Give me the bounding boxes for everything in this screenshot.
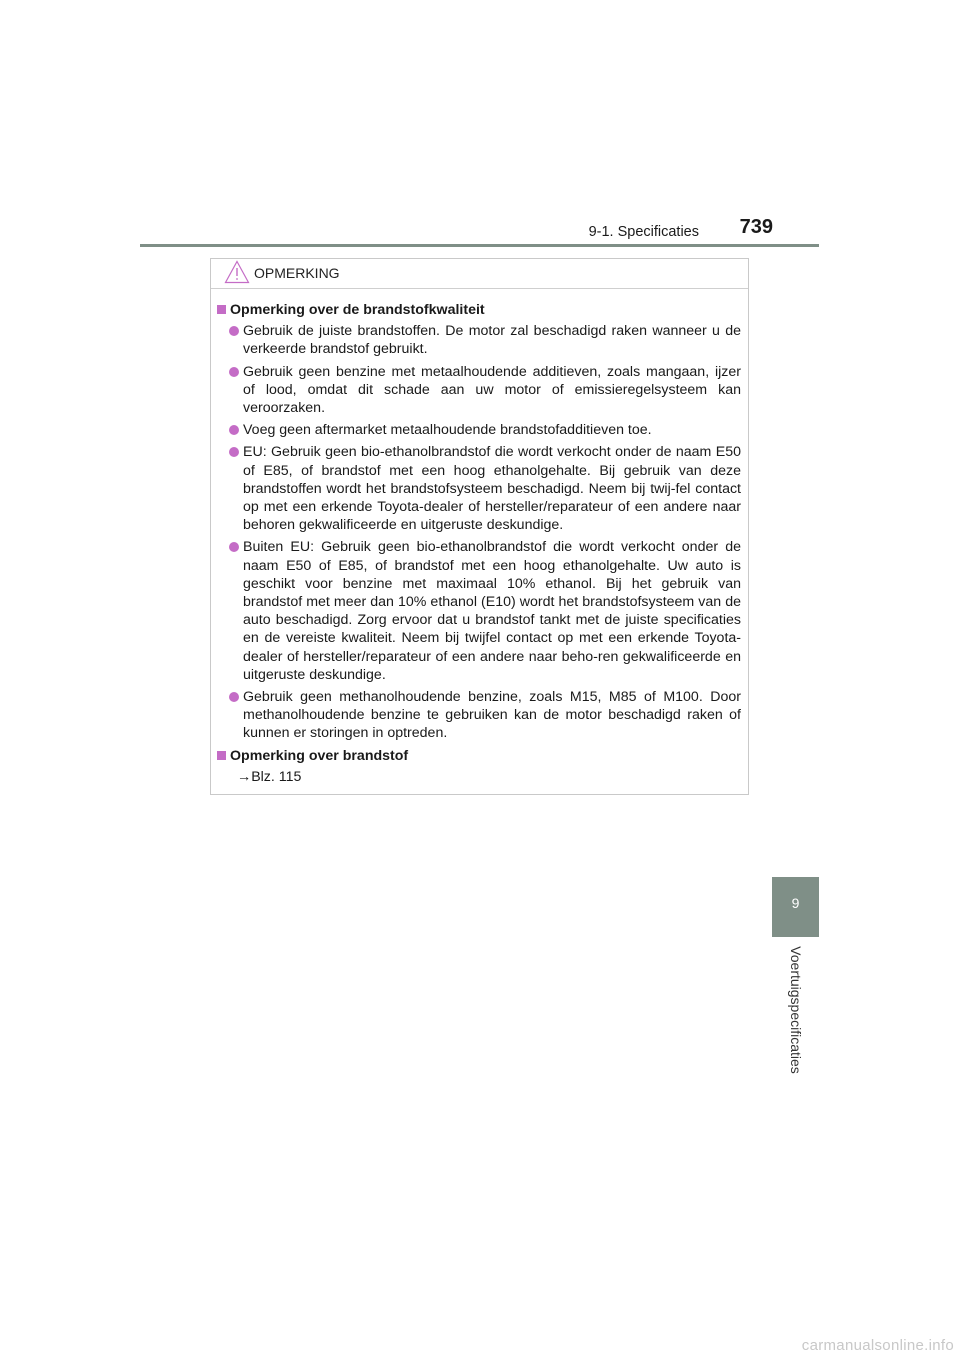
list-item bbox=[217, 538, 741, 684]
list-item-text: EU: Gebruik geen bio-ethanolbrandstof die wordt verkocht onder de naam E50 of E85, of brandstof met een hoog ethanolgehalte. Bij gebruik van deze brandstoffen wordt het brandstofsysteem beschadigd. Neem bij twij-fel contact op met een erkende Toyota-dealer of hersteller/reparateur of een andere naar behoren gekwalificeerde en uitgeruste deskundige. bbox=[243, 444, 741, 534]
warning-triangle-icon bbox=[224, 260, 250, 284]
chapter-label: Voertuigspecificaties bbox=[788, 946, 804, 1074]
note-title: OPMERKING bbox=[254, 265, 340, 281]
list-item bbox=[217, 443, 741, 534]
list-item bbox=[217, 322, 741, 358]
note-header bbox=[211, 259, 748, 289]
bullet-dot-icon bbox=[229, 692, 239, 702]
square-bullet-icon bbox=[217, 305, 226, 314]
section-heading-text: Opmerking over de brandstofkwaliteit bbox=[230, 302, 485, 318]
section-heading-fuel bbox=[217, 747, 741, 765]
watermark: carmanualsonline.info bbox=[801, 1337, 954, 1354]
note-box bbox=[210, 258, 749, 795]
bullet-dot-icon bbox=[229, 367, 239, 377]
list-item bbox=[217, 363, 741, 418]
header-rule bbox=[140, 244, 819, 247]
page-number: 739 bbox=[739, 216, 773, 238]
bullet-dot-icon bbox=[229, 425, 239, 435]
chapter-number: 9 bbox=[791, 895, 800, 911]
list-item-text: Gebruik de juiste brandstoffen. De motor zal beschadigd raken wanneer u de verkeerde brandstof gebruikt. bbox=[243, 323, 741, 358]
page-header bbox=[140, 210, 819, 246]
section-heading-fuel-quality bbox=[217, 301, 741, 319]
list-item-text: Gebruik geen benzine met metaalhoudende additieven, zoals mangaan, ijzer of lood, omdat dit schade aan uw motor of emissieregelsysteem kan veroorzaken. bbox=[243, 363, 741, 417]
section-title: 9-1. Specificaties bbox=[588, 224, 699, 240]
square-bullet-icon bbox=[217, 751, 226, 760]
list-item bbox=[217, 421, 741, 439]
bullet-dot-icon bbox=[229, 447, 239, 457]
list-item-text: Gebruik geen methanolhoudende benzine, zoals M15, M85 of M100. Door methanolhoudende benzine te gebruiken kan de motor beschadigd raken of kunnen er storingen in optreden. bbox=[243, 689, 741, 742]
section-heading-text: Opmerking over brandstof bbox=[230, 747, 409, 764]
page-reference-link[interactable]: →Blz. 115 bbox=[237, 768, 302, 785]
list-item-text: Voeg geen aftermarket metaalhoudende brandstofadditieven toe. bbox=[243, 422, 652, 439]
list-item bbox=[217, 688, 741, 743]
chapter-tab bbox=[772, 877, 819, 937]
list-item-text: Buiten EU: Gebruik geen bio-ethanolbrandstof die wordt verkocht onder de naam E50 of E85, of brandstof met een hoog ethanolgehalte. Uw auto is geschikt voor benzine met maximaal 10% ethanol. Bij het gebruik van brandstof met meer dan 10% ethanol (E10) wordt het brandstofsysteem van de auto beschadigd. Zorg ervoor dat u brandstof tankt met de juiste specificaties en de vereiste kwaliteit. Neem bij twijfel contact op met een erkende Toyota-dealer of hersteller/reparateur of een andere naar beho-ren gekwalificeerde en uitgeruste deskundige. bbox=[243, 539, 741, 683]
bullet-dot-icon bbox=[229, 542, 239, 552]
bullet-dot-icon bbox=[229, 326, 239, 336]
note-body bbox=[211, 289, 748, 786]
